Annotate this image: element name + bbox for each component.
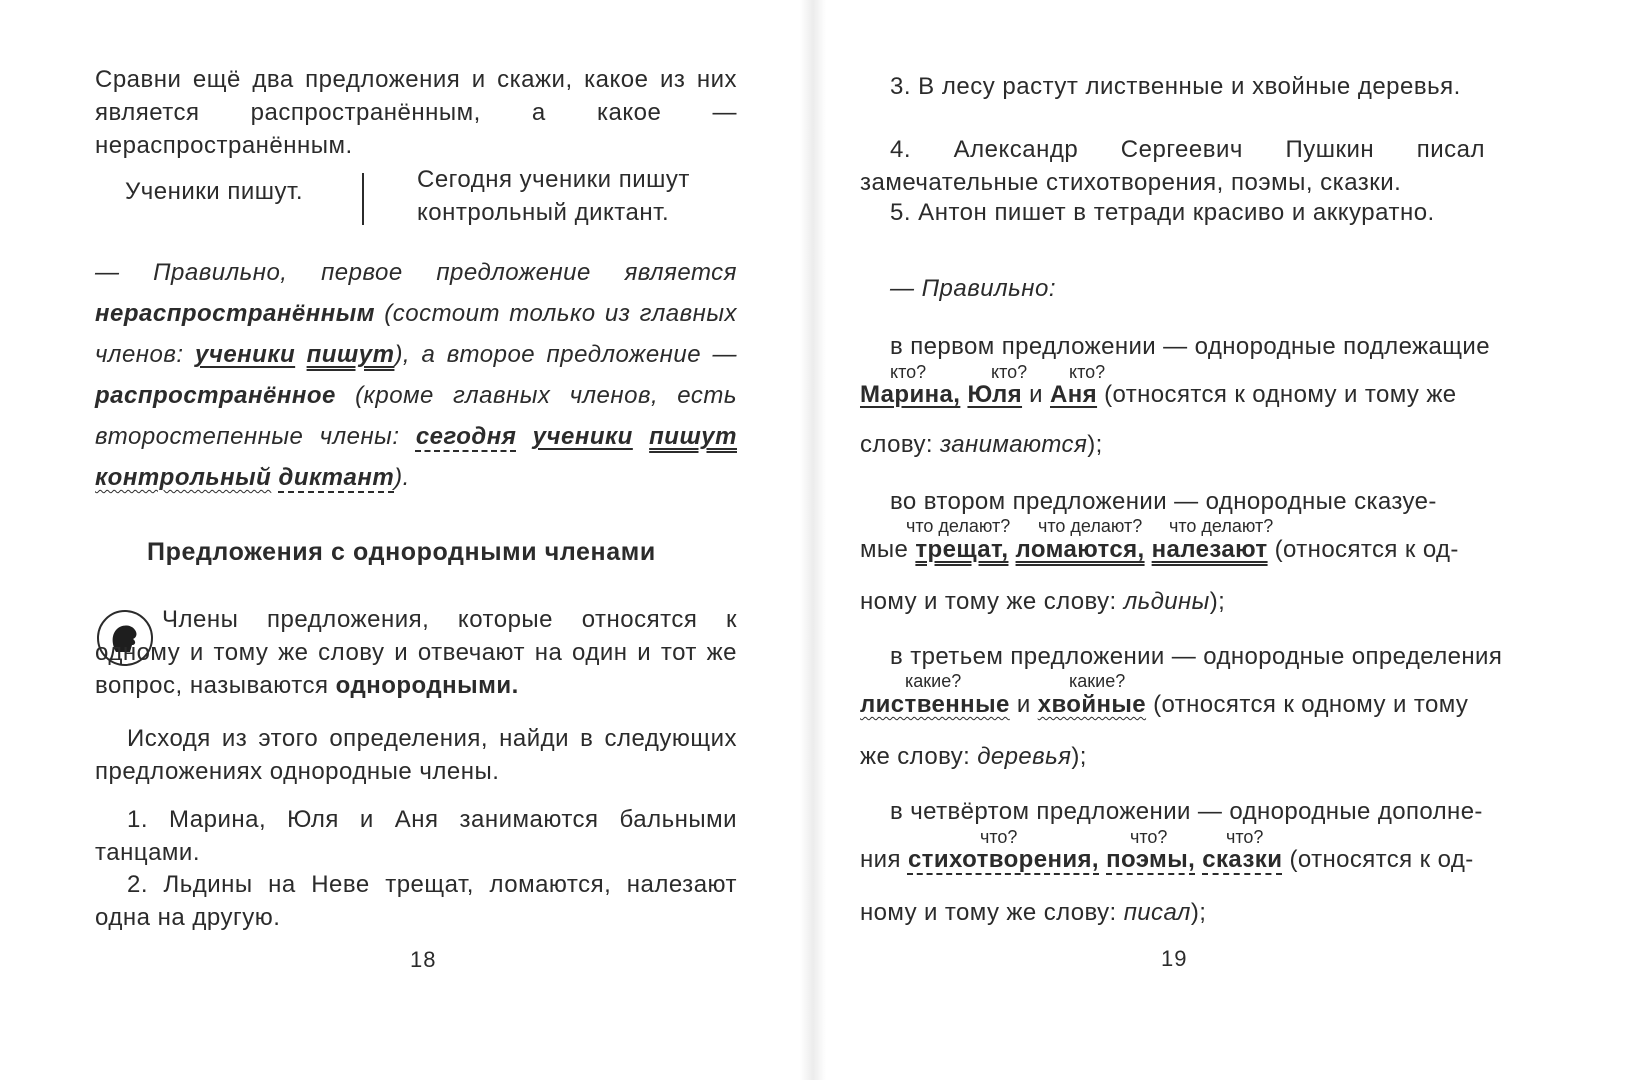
example-separator bbox=[362, 173, 364, 225]
governing-word: льдины bbox=[1123, 588, 1210, 615]
rule-text: Члены предложения, которые относятся к одному и тому же слову и отвечают на один и тот же вопрос, называются bbox=[95, 606, 737, 699]
answer-text: — Правильно, первое предложение является bbox=[95, 259, 737, 286]
homogeneous-word: ломаются, bbox=[1015, 536, 1145, 563]
question-label: что? bbox=[980, 827, 1018, 847]
answer-line bbox=[860, 535, 1459, 565]
subject-word: ученики bbox=[194, 341, 296, 368]
answer-text: ); bbox=[1190, 899, 1207, 926]
attribute-word: контрольный bbox=[95, 464, 272, 491]
answer-text: ); bbox=[1209, 588, 1226, 615]
answer-line bbox=[860, 587, 1225, 617]
answer-text: (относятся к од- bbox=[1289, 846, 1474, 873]
term-non-extended: нераспространённым bbox=[95, 300, 375, 327]
subject-word: ученики bbox=[532, 423, 633, 450]
answer-text: слову: bbox=[860, 431, 933, 458]
governing-word: писал bbox=[1123, 899, 1191, 926]
answer-text: ния bbox=[860, 846, 901, 873]
question-label: кто? bbox=[890, 362, 927, 382]
exercise-item-4: 4. Александр Сергеевич Пушкин писал замечательные стихотворения, поэмы, сказки. bbox=[860, 136, 1485, 196]
rule-term: однородными. bbox=[335, 672, 519, 699]
task-paragraph: Исходя из этого определения, найди в следующих предложениях однородные члены. bbox=[95, 725, 737, 785]
answer-line bbox=[860, 430, 1103, 460]
answer-line bbox=[860, 380, 1457, 410]
homogeneous-word: хвойные bbox=[1037, 691, 1147, 718]
answer-text: ); bbox=[1087, 431, 1103, 458]
homogeneous-word: Аня bbox=[1050, 381, 1098, 408]
answer-text: ); bbox=[1071, 743, 1087, 770]
question-label: кто? bbox=[1069, 362, 1106, 382]
answer-line bbox=[860, 690, 1468, 720]
rule-paragraph bbox=[95, 603, 737, 702]
section-heading: Предложения с однородными членами bbox=[147, 538, 656, 566]
answer-text: (относятся к одному и тому же bbox=[1104, 381, 1457, 408]
page-18 bbox=[0, 0, 813, 1080]
answer-text: (состоит только из главных членов: bbox=[95, 300, 737, 368]
example-sentence-short: Ученики пишут. bbox=[125, 178, 303, 205]
answer-line bbox=[860, 742, 1087, 772]
question-label: какие? bbox=[1069, 671, 1126, 691]
homogeneous-word: сказки bbox=[1202, 846, 1283, 873]
answer-line bbox=[860, 845, 1474, 875]
answer-line: в первом предложении — однородные подлежащие bbox=[890, 333, 1490, 360]
homogeneous-word: стихотворения, bbox=[907, 846, 1099, 873]
answer-text: ). bbox=[394, 464, 410, 491]
homogeneous-word: налезают bbox=[1151, 536, 1268, 563]
conjunction: и bbox=[1016, 691, 1031, 718]
answer-line: во втором предложении — однородные сказуе- bbox=[890, 488, 1437, 515]
conjunction: и bbox=[1029, 381, 1043, 408]
question-label: что делают? bbox=[906, 516, 1011, 536]
question-label: какие? bbox=[905, 671, 962, 691]
answer-text: ), а второе предложение — bbox=[394, 341, 737, 368]
exercise-item-1: 1. Марина, Юля и Аня занимаются бальными танцами. bbox=[95, 806, 737, 866]
homogeneous-word: лиственные bbox=[860, 691, 1010, 718]
term-extended: распространённое bbox=[95, 382, 336, 409]
answer-line: в третьем предложении — однородные определения bbox=[890, 643, 1503, 670]
question-label: кто? bbox=[991, 362, 1028, 382]
object-word: диктант bbox=[278, 464, 395, 491]
predicate-word: пишут bbox=[306, 341, 395, 368]
answer-text: ному и тому же слову: bbox=[860, 899, 1117, 926]
homogeneous-word: Юля bbox=[967, 381, 1023, 408]
answer-text: (относятся к од- bbox=[1274, 536, 1459, 563]
answer-text: мые bbox=[860, 536, 909, 563]
governing-word: занимаются bbox=[940, 431, 1088, 458]
question-label: что? bbox=[1130, 827, 1168, 847]
answer-text: (относятся к одному и тому bbox=[1153, 691, 1469, 718]
answer-intro: — Правильно: bbox=[890, 275, 1057, 302]
answer-line bbox=[860, 898, 1206, 928]
adverbial-word: сегодня bbox=[415, 423, 517, 450]
answer-paragraph bbox=[95, 252, 737, 498]
page-19 bbox=[813, 0, 1627, 1080]
question-label: что? bbox=[1226, 827, 1264, 847]
homogeneous-word: Марина, bbox=[860, 381, 961, 408]
answer-text: ному и тому же слову: bbox=[860, 588, 1117, 615]
answer-text: же слову: bbox=[860, 743, 971, 770]
governing-word: деревья bbox=[977, 743, 1072, 770]
example-sentence-long: Сегодня ученики пишут контрольный диктант. bbox=[417, 166, 690, 226]
answer-text: (кроме главных членов, есть второстепенные члены: bbox=[95, 382, 737, 450]
answer-line: в четвёртом предложении — однородные дополне- bbox=[890, 798, 1483, 825]
homogeneous-word: трещат, bbox=[915, 536, 1009, 563]
question-label: что делают? bbox=[1169, 516, 1274, 536]
predicate-word: пишут bbox=[649, 423, 737, 450]
page-number: 19 bbox=[1161, 946, 1188, 971]
exercise-item-2: 2. Льдины на Неве трещат, ломаются, налезают одна на другую. bbox=[95, 871, 737, 931]
question-label: что делают? bbox=[1038, 516, 1143, 536]
intro-paragraph: Сравни ещё два предложения и скажи, какое из них является распространённым, а какое — нераспространённым. bbox=[95, 66, 737, 159]
homogeneous-word: поэмы, bbox=[1106, 846, 1196, 873]
exercise-item-5: 5. Антон пишет в тетради красиво и аккуратно. bbox=[890, 199, 1435, 226]
page-number: 18 bbox=[410, 947, 437, 972]
exercise-item-3: 3. В лесу растут лиственные и хвойные деревья. bbox=[890, 73, 1461, 100]
